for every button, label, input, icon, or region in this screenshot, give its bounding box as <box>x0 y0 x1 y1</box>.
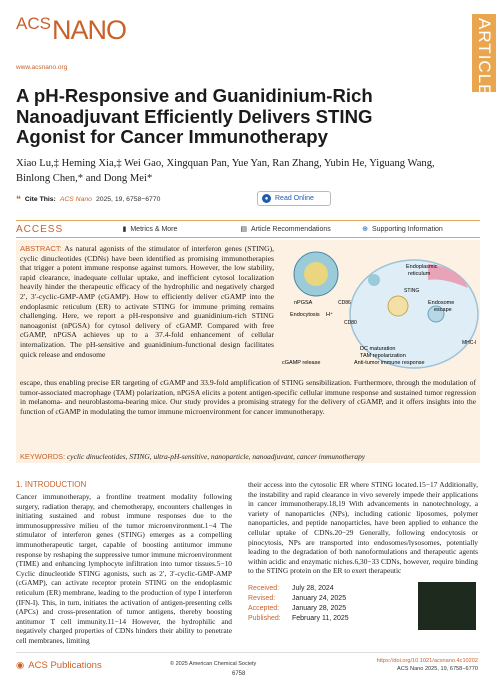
section-heading-introduction: 1. INTRODUCTION <box>16 480 87 489</box>
abstract-text-1: ABSTRACT: As natural agonists of the stimulator of interferon genes (STING), cyclic dinucleotides (CDNs) have been identified as promising immunotherapies that trigger a potent immune response against tumors. However, the low stability, rapid clearance, inadequate cellular uptake, and inefficient cytosol localization heavily hinder the therapeutic efficacy of the hydrophilic and negatively charged 2′, 3′-cyclic-GMP-AMP (cGAMP). How to efficiently deliver cGAMP into the endoplasmic reticulum (ER) to activate STING for immune priming remains challenging. Here, we report a pH-responsive and guanidinium-rich STING nanoagonist (nPGSA) for cytosol delivery of cGAMP. Compared with free cGAMP, nPGSA achieves up to a 37.4-fold enhancement of cellular internalization. The pH-sensitive and guanidinium-functional design facilitates quick release and endosome <box>20 244 275 359</box>
doi-block: https://doi.org/10.1021/acsnano.4c10202 ACS Nano 2025, 19, 6758−6770 <box>376 658 478 672</box>
fig-label-dc: DC maturation <box>360 346 396 352</box>
keywords: KEYWORDS: cyclic dinucleotides, STING, ultra-pH-sensitive, nanoparticle, nanoadjuvant, cancer immunotherapy <box>20 452 366 461</box>
fig-label-cgamp: cGAMP release <box>282 360 321 366</box>
fig-label-mhc: MHC-I <box>462 340 477 346</box>
journal-logo: $^{ACS}$NANO <box>16 14 126 45</box>
page-number: 6758 <box>232 671 246 677</box>
article-title: A pH-Responsive and Guanidinium-Rich Nanoadjuvant Efficiently Delivers STING Agonist for Cancer Immunotherapy <box>16 85 373 147</box>
cite-line: ❝ Cite This: ACS Nano 2025, 19, 6758−6770 <box>16 194 161 204</box>
recommendations-link[interactable]: ▤ Article Recommendations <box>240 225 331 233</box>
site-url[interactable]: www.acsnano.org <box>16 64 68 71</box>
doi-link[interactable]: https://doi.org/10.1021/acsnano.4c10202 <box>376 658 478 664</box>
plus-circle-icon: ⊕ <box>362 226 368 233</box>
article-dates: Received: July 28, 2024 Revised: January 24, 2025 Accepted: January 28, 2025 Published: February 11, 2025 <box>248 585 349 622</box>
fig-label-escape: escape <box>434 307 452 313</box>
fig-label-sting: STING <box>404 288 420 294</box>
fig-label-endosome: Endosome <box>428 300 455 306</box>
intro-column-1: Cancer immunotherapy, a frontline treatment modality following surgery, radiation therapy, and chemotherapy, encounters challenges in initiating sustained and robust immune responses due to the immunosuppressive milieu of the tumor microenvironment.1−4 The stimulator of interferon genes (STING) emerges as a compelling immunotherapeutic target, capable of boosting antitumor immune response by reshaping the suppressive tumor immune microenvironment (TIME) and enhancing lymphocyte infiltration into tumor tissues.5−10 Cyclic dinucleotide STING agonists, such as 2′, 3′-cyclic-GMP-AMP (cGAMP), can activate receptor protein STING on the endoplasmic reticulum (ER) membrane, leading to the production of type I interferon (IFN-I). This, in turn, initiates the activation of antigen-presenting cells (APCs) and cross-presentation of tumor antigens, thereby boosting antitumor T cell immunity.11−14 However, the hydrophilic and negatively charged properties of CDNs hinders their ability to penetrate cell membranes, limiting <box>16 492 232 645</box>
author-list: Xiao Lu,‡ Heming Xia,‡ Wei Gao, Xingquan Pan, Yue Yan, Ran Zhang, Yubin He, Yiguang Wang, Binlong Chen,* and Dong Mei* <box>16 158 435 184</box>
fig-label-reticulum: reticulum <box>408 271 431 277</box>
toc-graphic <box>278 244 480 376</box>
acs-logo-icon: ◉ <box>16 660 25 671</box>
fig-label-endocytosis: Endocytosis <box>290 312 320 318</box>
supporting-info-link[interactable]: ⊕ Supporting Information <box>362 225 443 233</box>
fig-label-cd86: CD86 <box>338 300 351 306</box>
access-bar <box>16 220 480 238</box>
fig-label-endoplasmic: Endoplasmic <box>406 264 438 270</box>
copyright: © 2025 American Chemical Society <box>170 661 257 667</box>
document-icon: ▤ <box>240 226 248 233</box>
fig-label-tam: TAM repolarization <box>360 353 406 359</box>
publisher-logo: ◉ ACS Publications <box>16 660 102 671</box>
journal-cover-thumbnail[interactable] <box>418 582 476 630</box>
fig-label-h: H⁺ <box>326 312 333 318</box>
quote-icon: ❝ <box>16 194 21 204</box>
fig-label-anti: Anti-tumor immune response <box>354 360 425 366</box>
read-online-button[interactable]: ● Read Online <box>257 191 331 206</box>
article-sidebar-tab: ARTICLE <box>472 14 496 92</box>
access-label: ACCESS <box>16 223 64 235</box>
intro-column-2: their access into the cytosolic ER where STING located.15−17 Additionally, the instability and rapid clearance in vivo severely impede their applications in cancer immunotherapy.18,19 With advancements in nanotechnology, a variety of nanoparticles (NPs), including cationic liposomes, polymer nanoparticles, and peptide nanoparticles, have been applied to enhance the cellular uptake of CDNs.20−29 Generally, following endocytosis or pinocytosis, NPs are transported into endosomes/lysosomes, potentially leading to the degradation of both nanoformulations and therapeutic agents within acidic and enzymatic niches.6,30−33 CDNs, however, require binding to the STING protein on the ER to exert therapeutic <box>248 480 478 576</box>
globe-icon: ● <box>262 194 271 203</box>
fig-label-cd80: CD80 <box>344 320 357 326</box>
bar-chart-icon: ▮ <box>122 226 127 233</box>
metrics-link[interactable]: ▮ Metrics & More <box>122 225 178 233</box>
abstract-text-2: escape, thus enabling precise ER targeting of cGAMP and 33.9-fold amplification of STING sensibilization. Furthermore, through the modulation of tumor-associated macrophage (TAM) polarization, nPGSA elicits a potent antigen-specific cellular immune response and sustained tumor regression in melanoma- and neuroblastoma-bearing mice. Our study provides a promising strategy for the delivery of cGAMP, and it offers insights into the function of cGAMP in modulating the tumor immune microenvironment for cancer immunotherapy. <box>20 378 476 416</box>
footer-divider <box>16 652 480 653</box>
fig-label-npgsa: nPGSA <box>294 300 313 306</box>
